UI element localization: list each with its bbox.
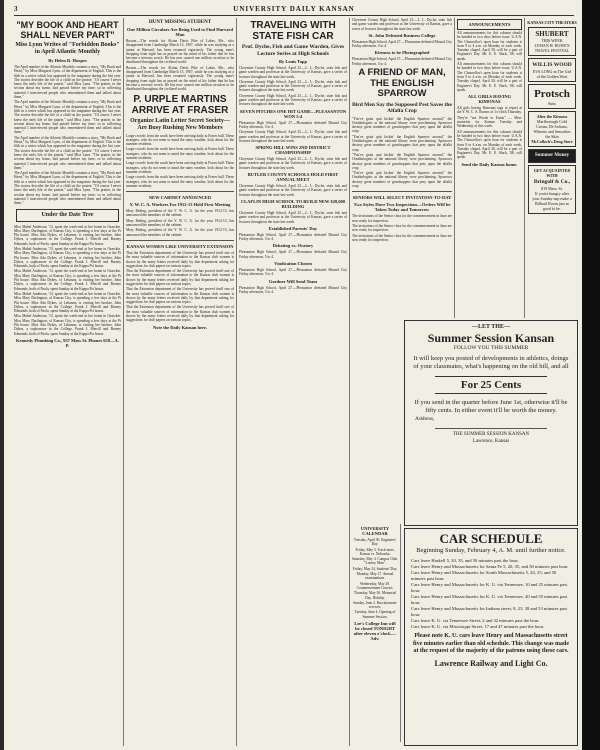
divider <box>352 191 452 192</box>
calendar-item: Tuesday, April 30. Engineers' Day. <box>353 538 397 547</box>
acquainted-title: GET ACQUAINTED WITH <box>533 168 571 178</box>
mccolloch-name: McColloch's Drug Store <box>531 139 573 144</box>
col4-footer: Lee's College Inn will be closed TONIGHT after eleven o'clock.—Adv. <box>353 621 397 642</box>
theaters-title: KANSAS CITY THEATERS <box>527 20 577 25</box>
article-body: That the Extension department of the University has proved itself one of the most valuable sources of information to the Kansas club women is shown by the many letters received daily by that department asking for suggestions for club papers on various topics. <box>126 250 234 268</box>
article-body: "You've gotta quit kickin' the English Sparrow around," the Ornithologists at the national library were proclaiming. Sparrows destroy great numbers of grasshoppers that prey upon the alfalfa crop. <box>352 116 452 134</box>
column-3 <box>239 18 347 746</box>
schedule-row: Cars leave Henry and Massachusetts for K. U. via Tennessee, 40 and 55 minutes past hour. <box>411 594 568 605</box>
article-body: Cheyenne County High School, April 23.—L. L. Dyche, state fish and game warden and professor at the University of Kansas, gave a series of lectures throughout the state last week. <box>239 79 347 93</box>
headline-seniors: SENIORS WILL SELECT INVITATION-TO-DAY <box>352 195 452 201</box>
article-body: All girls having Kimonas tags to report at the Y. W. C. A. Rooms at 3 o'clock Thursday. <box>457 106 522 115</box>
byline: By Helen R. Hoopes <box>48 58 87 63</box>
article-body: Cheyenne County High School, April 23.—L. L. Dyche, state fish and game warden and professor at the University of Kansas, gave a series of lectures throughout the state last week. <box>352 18 452 31</box>
social-notes: Miss Mabel Anderson, '13, spent the week-end at her home in Ozawkie. Miss Mary Darlington, of Kansas City, is spending a few days at the Pi Phi house. Miss Ada Dykes, of Lebanon, is visiting her brother, John Dykes, a sophomore in the College. Frank J. Merrill and Barney Edmonds, both of Paola, spent Sunday at the Kappa Psi house. <box>14 269 121 291</box>
headline-english-sparrow: A FRIEND OF MAN, THE ENGLISH SPARROW <box>358 67 446 100</box>
shubert-line1: THIS WEEK <box>541 38 563 43</box>
article-body: "You've gotta quit kickin' the English Sparrow around," the Ornithologists at the national library were proclaiming. Sparrows destroy great numbers of grasshoppers that prey upon the alfalfa crop. <box>352 152 452 170</box>
shubert-ad[interactable] <box>528 27 576 56</box>
col5-footer: Send the Daily Kansas home. <box>461 161 518 167</box>
schedule-row: Cars leave Henry and Massachusetts for K. U. via Tennessee, 10 and 25 minutes past hour. <box>411 582 568 593</box>
page-number: 3 <box>14 5 18 13</box>
headline-new-cabinet: NEW CABINET ANNOUNCED <box>148 195 212 201</box>
calendar-list <box>352 538 398 619</box>
article-body: Cheyenne County High School, April 23.—L. L. Dyche, state fish and game warden and professor at the University of Kansas, gave a series of lectures throughout the state last week. <box>239 93 347 107</box>
article-body: Mary Reding, president of the Y. W. C. A. for the year 1912-13, has announced the members of the cabinet. <box>126 209 234 218</box>
schedule-row: Cars leave K. U. via Tennessee Street, 2 and 32 minutes past the hour. <box>411 618 540 623</box>
article-body: The April number of the Atlantic Monthly contains a story, "My Book and Heart," by Miss Margaret Lynn, of the department of English. This is the fifth in a series which has appeared in the magazine during the last year. The stories describe the life of a child on the prairie. "Of course I never knew the early life of the prairie," said Miss Lynn. "The prairie, in the section about my home, had passed before my time; so in collecting material I interviewed people who remembered them and talked about them." <box>14 171 121 206</box>
column-rule <box>524 18 525 318</box>
article-body: Mary Reding, president of the Y. W. C. A. for the year 1912-13, has announced the members of the cabinet. <box>126 218 234 228</box>
schedule-title: CAR SCHEDULE <box>439 531 543 546</box>
calendar-item: Thursday, May 30. Memorial Day. Holiday. <box>353 591 397 600</box>
schedule-row: Cars leave K. U. via Mississippi Street, 17 and 47 minutes past the hour. <box>411 624 545 629</box>
divider <box>126 191 234 192</box>
willis-line: EVA LONG in The Girl of the Golden West <box>532 69 572 79</box>
bringolf-ad[interactable] <box>528 165 576 214</box>
article-body: That the Extension department of the University has proved itself one of the most valuable sources of information to the Kansas club women is shown by the many letters received daily by that department asking for suggestions for club papers on various topics. <box>126 287 234 305</box>
bringolf-address: 819 Mass. St. <box>541 186 563 191</box>
subhead-bird-men: Bird Men Say the Supposed Pest Saves the Alfalfa Crop <box>352 101 452 115</box>
summer-money-title: Summer Money <box>534 153 570 158</box>
article-body: That the Extension department of the University has proved itself one of the most valuable sources of information to the Kansas club women is shown by the many letters received daily by that department asking for suggestions for club papers on various topics. <box>126 269 234 286</box>
harness-title: After the Kirmess <box>536 114 568 119</box>
headline-parents-day: Established Parents' Day <box>268 225 318 231</box>
article-body: Pleasanton High School, April 27.—Pleasanton defeated Mound City Friday afternoon, 5 to 4. <box>239 250 347 259</box>
schedule-row: Cars leave Henry and Massachusetts for South Massachusetts 5, 20, 35, and 50 minutes past hour. <box>411 570 557 581</box>
calendar-item: Tuesday, June 4. Opening of Summer Session. <box>354 610 396 619</box>
calendar-item: Saturday, May 4. Campus Club. "Lottery Man". <box>352 557 398 566</box>
schedule-row: Cars leave Henry and Massachusetts for Indiana street, 8, 23, 38 and 53 minutes past hour. <box>411 606 568 617</box>
column-ads <box>526 18 578 318</box>
headline-claflin: CLAFLIN HIGH SCHOOL TO BUILD NEW $28,000 BUILDING <box>240 198 346 209</box>
calendar-column <box>352 524 398 742</box>
headline-hunt-missing-student: HUNT MISSING STUDENT <box>148 20 212 25</box>
article-body: Pleasanton High School, April 27.—Pleasanton defeated Mound City Friday afternoon, 5 to 4. <box>239 232 347 242</box>
protsch-line: Suits <box>547 101 556 106</box>
masthead <box>14 3 574 16</box>
article-body: "You've gotta quit kickin' the English Sparrow around," the Ornithologists at the national library were proclaiming. Sparrows destroy great numbers of grasshoppers that prey upon the alfalfa crop. <box>352 171 452 189</box>
summer-body2: If you send in the quarter before June 1st, otherwise it'll be fifty cents. In either event it'll be worth the money. <box>414 399 568 414</box>
protsch-title: Protsch <box>534 88 570 100</box>
headline-traveling-fish-car: TRAVELING WITH STATE FISH CAR <box>250 20 336 42</box>
summer-let-the: —LET THE— <box>472 324 510 330</box>
headline-spring-hill: SPRING HILL WINS 2ND DISTRICT CHAMPIONSHIP <box>255 145 331 156</box>
subhead-miss-lynn: Miss Lynn Writes of "Forbidden Books" in April Atlantic Monthly <box>15 42 120 55</box>
schedule-subtitle: Beginning Sunday, February 4, A. M. until further notice. <box>416 547 566 554</box>
calendar-item: Monday, May 27. Annual examinations. <box>356 572 394 581</box>
column-rule <box>123 18 124 746</box>
social-notes: Miss Mabel Anderson, '13, spent the week-end at her home in Ozawkie. Miss Mary Darlington, of Kansas City, is spending a few days at the Pi Phi house. Miss Ada Dykes, of Lebanon, is visiting her brother, John Dykes, a sophomore in the College. Frank J. Merrill and Barney Edmonds, both of Paola, spent Sunday at the Kappa Psi house. <box>14 246 121 269</box>
article-body: Cheyenne County High School, April 23.—L. L. Dyche, state fish and game warden and professor at the University of Kansas, gave a series of lectures throughout the state last week. <box>239 66 347 79</box>
article-body: Cheyenne County High School, April 23.—L. L. Dyche, state fish and game warden and professor at the University of Kansas, gave a series of lectures throughout the state last week. <box>239 210 347 224</box>
article-body: They're "not Words to Eaton" — Men-motorists for Kansas Tuesday and Wednesday of this week. <box>457 115 522 129</box>
column-5 <box>457 18 522 318</box>
divider <box>126 240 234 241</box>
social-notes: Miss Mabel Anderson, '13, spent the week-end at her home in Ozawkie. Miss Mary Darlington, of Kansas City, is spending a few days at the Pi Phi house. Miss Ada Dykes, of Lebanon, is visiting her brother, John Dykes, a sophomore in the College. Frank J. Merrill and Barney Edmonds, both of Paola, spent Sunday at the Kappa Psi house. <box>14 224 121 246</box>
headline-pleasanton: SEVEN PITCHES ONE HIT GAME—PLEASANTON WON 5-4 <box>239 108 347 119</box>
article-body: Cheyenne County High School, April 23.—L. L. Dyche, state fish and game warden and professor at the University of Kansas, gave a series of lectures throughout the state last week. <box>239 157 347 170</box>
calendar-item: Friday, May 3. Track meet, Kansas vs. Nebraska. <box>355 547 395 556</box>
shubert-line2: LYMAN H. HOWE'S TRAVEL FESTIVAL <box>534 43 570 53</box>
article-body: Pleasanton High School, April 27.—Pleasanton defeated Mound City Friday afternoon, 5 to 4. <box>352 39 452 49</box>
social-notes: Miss Mabel Anderson, '13, spent the week-end at her home in Ozawkie. Miss Mary Darlington, of Kansas City, is spending a few days at the Pi Phi house. Miss Ada Dykes, of Lebanon, is visiting her brother, John Dykes, a sophomore in the College. Frank J. Merrill and Barney Edmonds, both of Paola, spent Sunday at the Kappa Psi house. <box>14 314 121 336</box>
col2-footer: Note the Daily Kansan here. <box>152 324 208 330</box>
headline-debating: Debating vs. Oratory <box>272 243 314 249</box>
car-schedule-ad <box>404 528 578 746</box>
schedule-note: Please note K. U. cars leave Henry and Massachusetts street five minutes earlier than old schedule. This change was made at the request of the majority of the patrons using these cars. <box>412 633 570 654</box>
headline-my-book-and-heart: "MY BOOK AND HEART SHALL NEVER PART" <box>16 20 119 40</box>
article-body: Pleasanton High School, April 27.—Pleasanton defeated Mound City Friday afternoon, 5 to 4. <box>352 57 452 66</box>
protsch-ad[interactable] <box>528 84 576 109</box>
article-body: Pleasanton High School, April 27.—Pleasanton defeated Mound City Friday afternoon, 5 to 4. <box>239 285 347 294</box>
bringolf-name: Bringolf & Co., <box>533 179 571 185</box>
article-body: Pleasanton High School, April 27.—Pleasanton defeated Mound City Friday afternoon, 5 to 4. <box>239 268 347 277</box>
shubert-title: SHUBERT <box>535 30 569 38</box>
subhead-prof-dyche: Prof. Dyche, Fish and Game Warden, Gives Lecture Series at High Schools <box>241 44 345 57</box>
summer-org: THE SUMMER SESSION KANSAN <box>452 432 530 437</box>
article-body: Cheyenne County High School, April 23.—L. L. Dyche, state fish and game warden and professor at the University of Kansas, gave a series of lectures throughout the state last week. <box>239 130 347 143</box>
schedule-list <box>405 558 577 630</box>
article-body: Boston.—The search for Alston Davis Pike of Lakes, Me., who disappeared from Cambridge March 15, 1907, while he was studying as a junior at Harvard, has been resumed vigorously. The young man's dropping from sight has as prayed on the mind of his father that he has become a nervous wreck. He has now caused one million circulars to be distributed throughout the civilized world. <box>126 39 234 65</box>
article-body: The April number of the Atlantic Monthly contains a story, "My Book and Heart," by Miss Margaret Lynn, of the department of English. This is the fifth in a series which has appeared in the magazine during the last year. The stories describe the life of a child on the prairie. "Of course I never knew the early life of the prairie," said Miss Lynn. "The prairie, in the section about my home, had passed before my time; so in collecting material I interviewed people who remembered them and talked about them." <box>14 135 121 170</box>
summer-city: Lawrence, Kansas <box>472 439 510 444</box>
summer-body: It will keep you posted of developments in athletics, doings of your classmates, what's happening on the old hill, and all <box>413 355 569 370</box>
willis-title: WILLIS WOOD <box>532 62 572 68</box>
headline-calendar: UNIVERSITY CALENDAR <box>360 526 390 536</box>
calendar-item: Friday, May 24. Students' Day. <box>352 566 398 571</box>
article-body: Large crowds from the south have been arriving daily at Fraser hall. These strangers, who do not seem to mind the rainy weather, look about for the summer residents. <box>126 161 234 174</box>
subhead-circulars: One Million Circulars Are Being Used to Find Harvard Man <box>126 27 234 37</box>
article-body: That the Extension department of the University has proved itself one of the most valuable sources of information to the Kansas club women is shown by the many letters received daily by that department asking for suggestions for club papers on various topics. <box>126 305 234 323</box>
col1-footer: Kennedy Plumbing Co., 937 Mass St. Phones 658—A. P. <box>16 337 119 348</box>
harness-body: Marlborough Cold Cream, De Soltano, Whiteno and Smoothes the Skin <box>533 119 571 139</box>
bringolf-note: If you're hungry after your Sunday nap make a Billiard Room just as good to be. <box>532 191 572 211</box>
headline-kansas-women: KANSAS WOMEN LIKE UNIVERSITY EXTENSION <box>126 243 234 249</box>
column-2 <box>126 18 234 746</box>
article-body: Large crowds from the south have been arriving daily at Fraser hall. These strangers, who do not seem to mind the rainy weather, look about for the summer residents. <box>126 133 234 147</box>
summer-money-ad[interactable] <box>528 149 576 163</box>
headline-butler-county: BUTLER COUNTY SCHOOLS HOLD FIRST ANNUAL MEET <box>247 172 339 183</box>
railway-company: Lawrence Railway and Light Co. <box>434 658 548 668</box>
column-rule <box>349 18 350 746</box>
announcements-body: All announcements for this column should be handed in two days before issue. U.A.N. The Chancellor's open hour for students is from 9 to 4 a.m. on Monday of each week. Tuesday chapel, April 30, will be a part of Engineer's Day. Mr. E. E. Slack, '08, will speak. <box>457 62 522 92</box>
announcements-body: All announcements for this column should be handed in two days before issue. U.A.N. The Chancellor's open hour for students is from 9 to 4 a.m. on Monday of each week. Tuesday chapel, April 30, will be a part of Engineer's Day. Mr. E. E. Slack, '08, will speak. <box>457 31 522 61</box>
summer-follow: FOLLOW YOU THIS SUMMER <box>453 345 529 351</box>
article-body: The invitations of the Senior class for the commencement in June are now ready for inspection. <box>352 223 452 233</box>
article-body: Large crowds from the south have been arriving daily at Fraser hall. These strangers, who do not seem to mind the rainy weather, look about for the summer residents. <box>126 147 234 161</box>
headline-kirmess: Kirmess to be Photographed <box>374 50 430 56</box>
date-tree-box <box>16 209 119 222</box>
harness-ad[interactable] <box>528 111 576 147</box>
article-body: The invitations of the Senior class for the commencement in June are now ready for inspection. <box>352 214 452 223</box>
page-edge-shadow <box>582 0 600 750</box>
column-rule <box>454 18 455 318</box>
subhead-invitations: Two Styles Have Two Inspections—Orders Will be Taken Today and Tomorrow <box>353 202 451 213</box>
byline: By Louis Tapp <box>278 59 308 64</box>
subhead-ywca: Y. W. C. A. Workers For 1912-13 Hold First Meeting <box>129 202 231 208</box>
calendar-item: Sunday, June 2. Baccalaureate services. <box>353 600 397 610</box>
schedule-row: Cars leave Henry and Massachusetts for Santa Fe 5, 20, 35, and 50 minutes past hour. <box>411 564 569 569</box>
willis-wood-ad[interactable] <box>528 58 576 82</box>
newspaper-page <box>4 0 582 750</box>
article-body: The April number of the Atlantic Monthly contains a story, "My Book and Heart," by Miss Margaret Lynn, of the department of English. This is the fifth in a series which has appeared in the magazine during the last year. The stories describe the life of a child on the prairie. "Of course I never knew the early life of the prairie," said Miss Lynn. "The prairie, in the section about my home, had passed before my time; so in collecting material I interviewed people who remembered them and talked about them." <box>14 65 121 100</box>
article-body: Large crowds from the south have been arriving daily at Fraser hall. These strangers, who do not seem to mind the rainy weather, look about for the summer residents. <box>126 175 234 188</box>
summer-price: For 25 Cents <box>435 376 547 394</box>
column-1 <box>14 18 121 746</box>
box-title: Under the Date Tree <box>41 211 94 218</box>
column-rule <box>400 524 401 742</box>
headline-st-john: St. John Defeated Business College <box>368 32 436 38</box>
schedule-row: Cars leave Haskell 5, 20, 35, and 50 minutes past the hour. <box>411 558 519 563</box>
article-body: The invitations of the Senior class for the commencement in June are now ready for inspection. <box>352 233 452 242</box>
article-body: The April number of the Atlantic Monthly contains a story, "My Book and Heart," by Miss Margaret Lynn, of the department of English. This is the fifth in a series which has appeared in the magazine during the last year. The stories describe the life of a child on the prairie. "Of course I never knew the early life of the prairie," said Miss Lynn. "The prairie, in the section about my home, had passed before my time; so in collecting material I interviewed people who remembered them and talked about them." <box>14 100 121 135</box>
headline-purple-martins: P. URPLE MARTINS ARRIVE AT FRASER <box>131 93 229 116</box>
announcements-box <box>457 19 522 30</box>
address-line[interactable] <box>435 428 547 429</box>
article-body: Pleasanton High School, April 27.—Pleasanton defeated Mound City Friday afternoon, 5 to 4. <box>239 120 347 129</box>
column-rule <box>236 18 237 746</box>
summer-address-label: Address, <box>415 416 435 422</box>
summer-session-ad[interactable] <box>404 320 578 526</box>
headline-vindication: Vindication Chosen <box>274 261 312 267</box>
social-notes: Miss Mabel Anderson, '13, spent the week-end at her home in Ozawkie. Miss Mary Darlington, of Kansas City, is spending a few days at the Pi Phi house. Miss Ada Dykes, of Lebanon, is visiting her brother, John Dykes, a sophomore in the College. Frank J. Merrill and Barney Edmonds, both of Paola, spent Sunday at the Kappa Psi house. <box>14 291 121 314</box>
article-body: All announcements for this column should be handed in two days before issue. U.A.N. The Chancellor's open hour for students is from 9 to 4 a.m. on Monday of each week. Tuesday chapel, April 30, will be a part of Engineer's Day. Mr. E. E. Slack, '08, will speak. <box>457 129 522 160</box>
announcements-title: ANNOUNCEMENTS <box>468 22 511 27</box>
summer-title: Summer Session Kansan <box>427 331 555 345</box>
article-body: Mary Reding, president of the Y. W. C. A. for the year 1912-13, has announced the members of the cabinet. <box>126 228 234 237</box>
newspaper-title: UNIVERSITY DAILY KANSAN <box>233 5 355 13</box>
article-body: "You've gotta quit kickin' the English Sparrow around," the Ornithologists at the national library were proclaiming. Sparrows destroy great numbers of grasshoppers that prey upon the alfalfa crop. <box>352 134 452 152</box>
article-body: Boston.—The search for Alston Davis Pike of Lakes, Me., who disappeared from Cambridge March 15, 1907, while he was studying as a junior at Harvard, has been resumed vigorously. The young man's dropping from sight has as prayed on the mind of his father that he has become a nervous wreck. He has now caused one million circulars to be distributed throughout the civilized world. <box>126 65 234 92</box>
headline-gardner: Gardner Will Send Team <box>268 278 318 284</box>
headline-kimonas: ALL GIRLS HAVING KIMONAS <box>467 94 512 105</box>
subhead-latin-letter: Organize Latin Letter Secret Society—Are Busy Rushing New Members <box>130 117 230 131</box>
article-body: Cheyenne County High School, April 23.—L. L. Dyche, state fish and game warden and professor at the University of Kansas, gave a series of lectures throughout the state last week. <box>239 184 347 197</box>
calendar-item: Wednesday, May 29. Commencement Concert. <box>356 581 394 590</box>
